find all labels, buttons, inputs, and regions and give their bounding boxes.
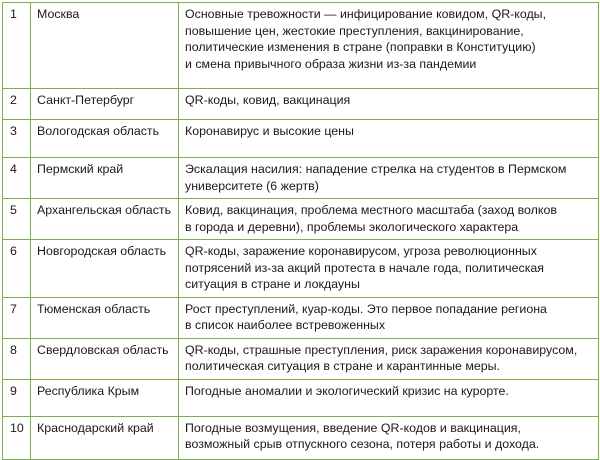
table-row [3,379,599,416]
table-row [3,3,599,89]
region-cell: Пермский край [31,158,179,199]
table-row [3,338,599,379]
table-row [3,199,599,240]
concerns-cell: Погодные возмущения, введение QR-кодов и вакцинация, возможный срыв отпускного сезона, потеря работы и дохода. [179,416,599,459]
regions-anxiety-table [2,2,599,460]
table-row [3,297,599,338]
rank-cell: 2 [3,89,31,120]
rank-cell: 3 [3,120,31,158]
rank-cell: 10 [3,416,31,459]
rank-cell: 8 [3,338,31,379]
region-cell: Новгородская область [31,240,179,298]
table-row [3,120,599,158]
rank-cell: 6 [3,240,31,298]
concerns-cell: Коронавирус и высокие цены [179,120,599,158]
rank-cell: 5 [3,199,31,240]
rank-cell: 4 [3,158,31,199]
concerns-cell: Эскалация насилия: нападение стрелка на студентов в Пермском университете (6 жертв) [179,158,599,199]
region-cell: Вологодская область [31,120,179,158]
concerns-cell: Основные тревожности — инфицирование ковидом, QR-коды, повышение цен, жестокие преступления, вакцинирование, политические изменения в стране (поправки в Конституцию) и смена привычного образа жизни из-за пандемии [179,3,599,89]
region-cell: Краснодарский край [31,416,179,459]
rank-cell: 1 [3,3,31,89]
region-cell: Свердловская область [31,338,179,379]
rank-cell: 9 [3,379,31,416]
table-row [3,89,599,120]
concerns-cell: QR-коды, ковид, вакцинация [179,89,599,120]
region-cell: Архангельская область [31,199,179,240]
concerns-cell: QR-коды, заражение коронавирусом, угроза революционных потрясений из-за акций протеста в начале года, политическая ситуация в стране и локдауны [179,240,599,298]
table-row [3,158,599,199]
region-cell: Республика Крым [31,379,179,416]
table-row [3,240,599,298]
region-cell: Москва [31,3,179,89]
region-cell: Тюменская область [31,297,179,338]
concerns-cell: Погодные аномалии и экологический кризис на курорте. [179,379,599,416]
rank-cell: 7 [3,297,31,338]
regions-table-container [2,2,598,449]
concerns-cell: QR-коды, страшные преступления, риск заражения коронавирусом, политическая ситуация в стране и карантинные меры. [179,338,599,379]
concerns-cell: Рост преступлений, куар-коды. Это первое попадание региона в список наиболее встревоженных [179,297,599,338]
region-cell: Санкт-Петербург [31,89,179,120]
table-row [3,416,599,459]
concerns-cell: Ковид, вакцинация, проблема местного масштаба (заход волков в города и деревни), проблемы экологического характера [179,199,599,240]
